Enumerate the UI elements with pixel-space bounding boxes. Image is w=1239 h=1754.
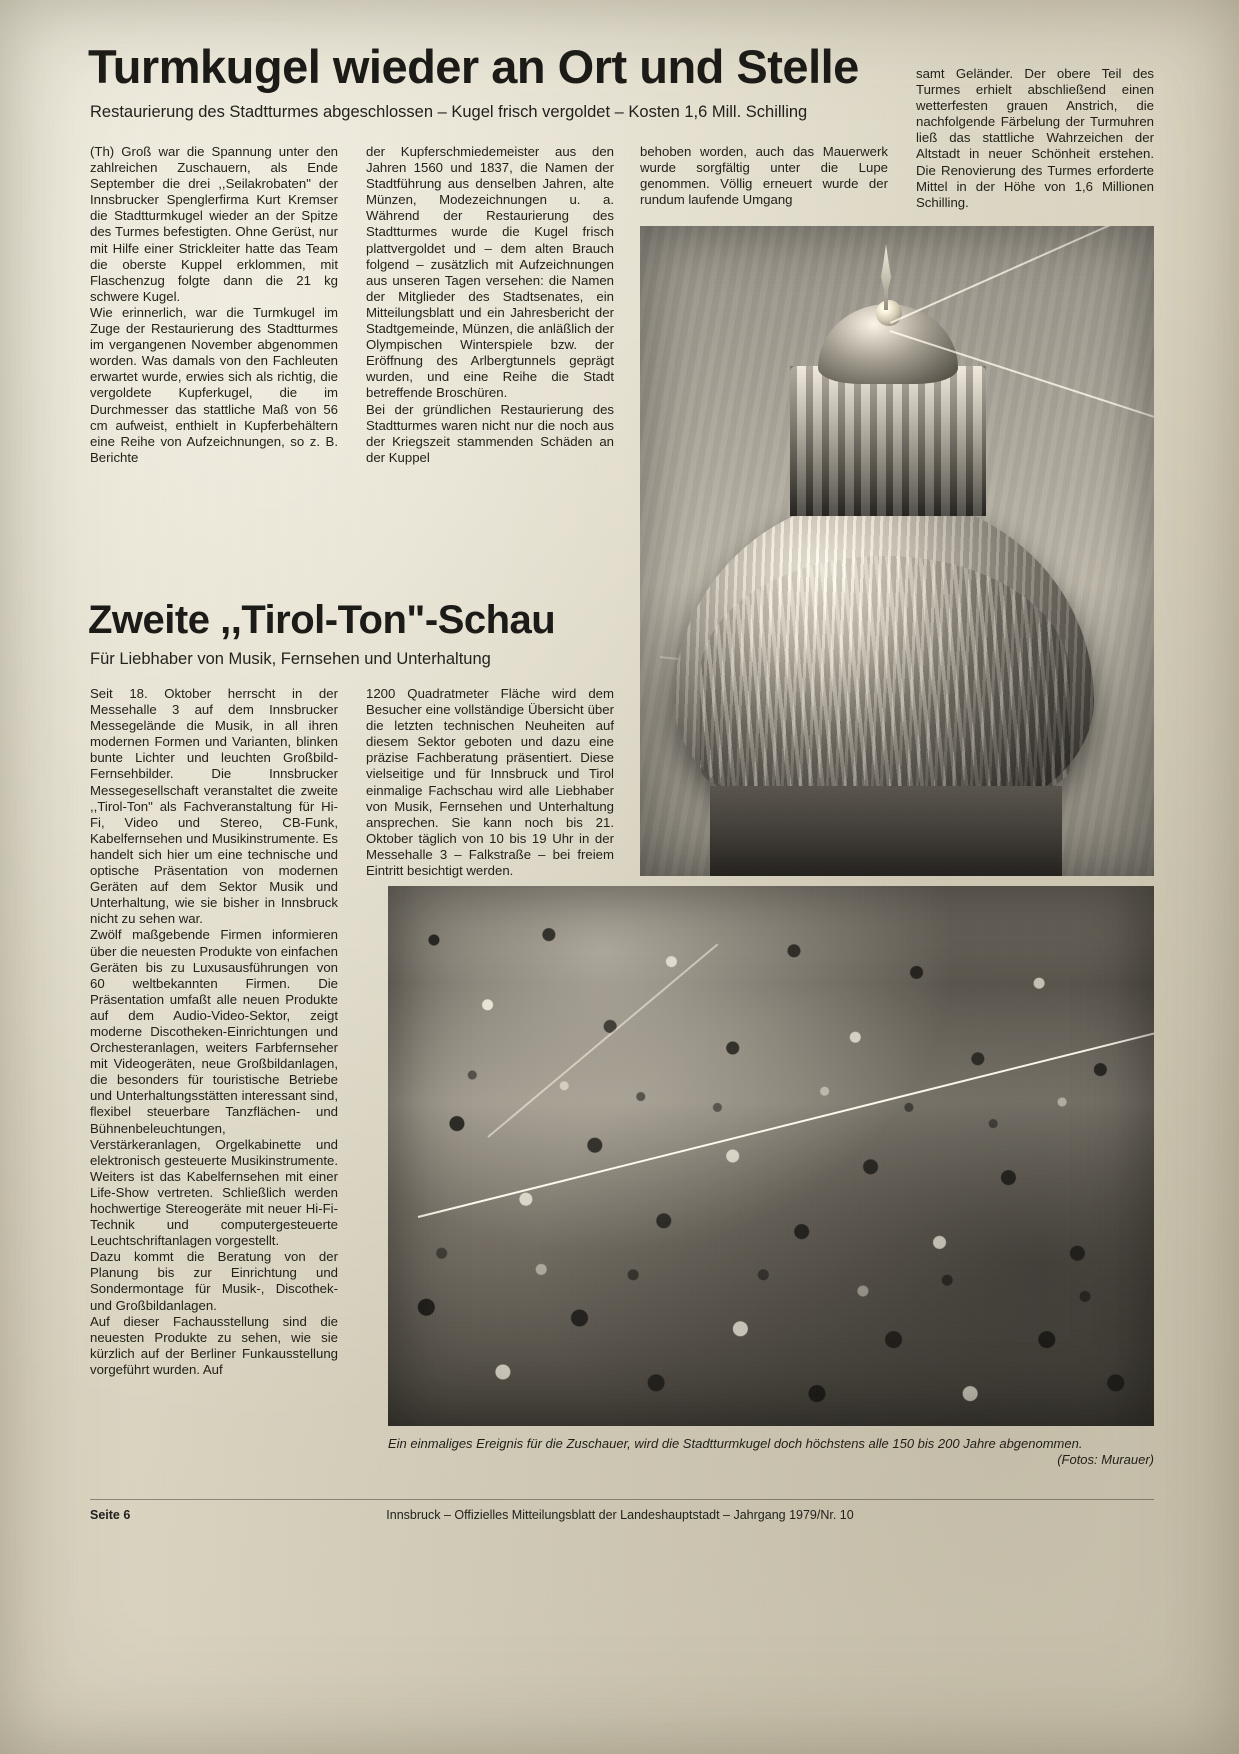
stadtturm-photo: [640, 226, 1154, 876]
paragraph: Seit 18. Oktober herrscht in der Messehalle 3 auf dem Innsbrucker Messegelände die Musik, in all ihren modernen Formen und Varianten, blinken bunte Lichter und leuchten Großbild-Fernsehbilder. Die Innsbrucker Messegesellschaft veranstaltet die zweite ,,Tirol-Ton" als Fachveranstaltung für Hi-Fi, Video und Stereo, CB-Funk, Kabelfernsehen und Musikinstrumente. Es handelt sich hier um eine technische und optische Präsentation von modernen Geräten auf dem Sektor Musik und Unterhaltung, wie sie bisher in Innsbruck nicht zu sehen war.: [90, 686, 338, 927]
paragraph: 1200 Quadratmeter Fläche wird dem Besucher eine vollständige Übersicht über die letzten technischen Neuheiten auf diesem Sektor geboten und dazu eine präzise Fachberatung präsentiert. Diese vielseitige und für Innsbruck und Tirol einmalige Fachschau wird alle Liebhaber von Musik, Fernsehen und Unterhaltung ansprechen. Sie kann noch bis 21. Oktober täglich von 10 bis 19 Uhr in der Messehalle 3 – Falkstraße – bei freiem Eintritt besichtigt werden.: [366, 686, 614, 879]
paragraph: Auf dieser Fachausstellung sind die neuesten Produkte zu sehen, wie sie kürzlich auf der Berliner Funkausstellung vorgeführt wurden. Auf: [90, 1313, 338, 1377]
article-2-column-2: [366, 686, 614, 879]
article-1-column-1: [90, 144, 338, 466]
page-content: [88, 36, 1153, 1676]
article-1-headline: Turmkugel wieder an Ort und Stelle: [88, 40, 859, 93]
photo-vignette: [388, 886, 1154, 1426]
article-1-column-4: [916, 66, 1154, 211]
article-1-column-3: [640, 144, 888, 208]
paragraph: Bei der gründlichen Restaurierung des Stadtturmes waren nicht nur die noch aus der Kriegszeit stammenden Schäden an der Kuppel: [366, 401, 614, 465]
photo-credit: (Fotos: Murauer): [1057, 1452, 1154, 1467]
article-1-subhead: Restaurierung des Stadtturmes abgeschlossen – Kugel frisch vergoldet – Kosten 1,6 Mill. Schilling: [90, 103, 808, 121]
paragraph: der Kupferschmiedemeister aus den Jahren 1560 und 1837, die Namen der Stadtführung aus denselben Jahren, alte Münzen, Modezeichnungen u. a. Während der Restaurierung des Stadtturmes wurde die Kugel frisch plattvergoldet und – dem alten Brauch folgend – zusätzlich mit Aufzeichnungen aus unseren Tagen versehen: die Namen der Mitglieder des Stadtsenates, ein Mitteilungsblatt und ein Jahresbericht der Stadtgemeinde, Münzen, die anläßlich der Olympischen Winterspiele bzw. der Eröffnung des Arlbergtunnels geprägt wurden, und eine Reihe die Stadt betreffende Broschüren.: [366, 144, 614, 401]
paragraph: Wie erinnerlich, war die Turmkugel im Zuge der Restaurierung des Stadtturmes im vergangenen November abgenommen worden. Was damals von den Fachleuten erwartet wurde, erwies sich als richtig, die vergoldete Kupferkugel, die im Durchmesser das stattliche Maß von 56 cm aufweist, enthielt in Kupferbehältern eine Reihe von Aufzeichnungen, so z. B. Berichte: [90, 304, 338, 465]
article-2-subhead: Für Liebhaber von Musik, Fernsehen und Unterhaltung: [90, 650, 491, 668]
paragraph: behoben worden, auch das Mauerwerk wurde sorgfältig unter die Lupe genommen. Völlig erneuert wurde der rundum laufende Umgang: [640, 144, 888, 208]
paragraph: Dazu kommt die Beratung von der Planung bis zur Einrichtung und Sondermontage für Musik-, Discothek- und Großbildanlagen.: [90, 1249, 338, 1313]
caption-text: Ein einmaliges Ereignis für die Zuschauer, wird die Stadtturmkugel doch höchstens alle 150 bis 200 Jahre abgenommen.: [388, 1436, 1083, 1451]
paragraph: samt Geländer. Der obere Teil des Turmes erhielt abschließend einen wetterfesten grauen Anstrich, die nachfolgende Färbelung der Turmuhren ließ das stattliche Wahrzeichen der Altstadt in neuer Schönheit erstehen. Die Renovierung des Turmes erforderte Mittel in der Höhe von 1,6 Millionen Schilling.: [916, 66, 1154, 210]
page-number-label: Seite 6: [90, 1508, 131, 1522]
article-1-column-2: [366, 144, 614, 466]
photo-caption: [388, 1436, 1154, 1468]
paragraph: (Th) Groß war die Spannung unter den zahlreichen Zuschauern, als Ende September die drei ,,Seilakrobaten" der Innsbrucker Spenglerfirma Kurt Kremser die Stadtturmkugel wieder an der Spitze des Turmes befestigten. Ohne Gerüst, nur mit Hilfe einer Strickleiter hatte das Team die oberste Kuppel erklommen, mit Flaschenzug folgte dann die 21 kg schwere Kugel.: [90, 144, 338, 304]
zuschauer-photo: [388, 886, 1154, 1426]
paragraph: Zwölf maßgebende Firmen informieren über die neuesten Produkte von einfachen Geräten bis zu Luxusausführungen von 60 weltbekannten Firmen. Die Präsentation umfaßt alle neuen Produkte auf dem Audio-Video-Sektor, zeigt moderne Discotheken-Einrichtungen und Orchesteranlagen, weiters Farbfernseher mit Videogeräten, neue Großbildanlagen, die besonders für touristische Betriebe und Unterhaltungsstätten interessant sind, flexibel steuerbare Tanzflächen- und Bühnenbeleuchtungen, Verstärkeranlagen, Orgelkabinette und elektronisch gesteuerte Musikinstrumente. Weiters ist das Kabelfernsehen mit einer Life-Show vertreten. Schließlich werden hochwertige Stereogeräte mit neuer Hi-Fi-Technik und computergesteuerte Leuchtschriftanlagen vorgestellt.: [90, 927, 338, 1249]
photo-vignette: [640, 226, 1154, 876]
article-2-headline: Zweite ,,Tirol-Ton"-Schau: [88, 598, 556, 642]
article-2-column-1: [90, 686, 338, 1378]
publication-footer: Innsbruck – Offizielles Mitteilungsblatt der Landeshauptstadt – Jahrgang 1979/Nr. 10: [386, 1508, 854, 1522]
footer-divider: [90, 1499, 1154, 1500]
